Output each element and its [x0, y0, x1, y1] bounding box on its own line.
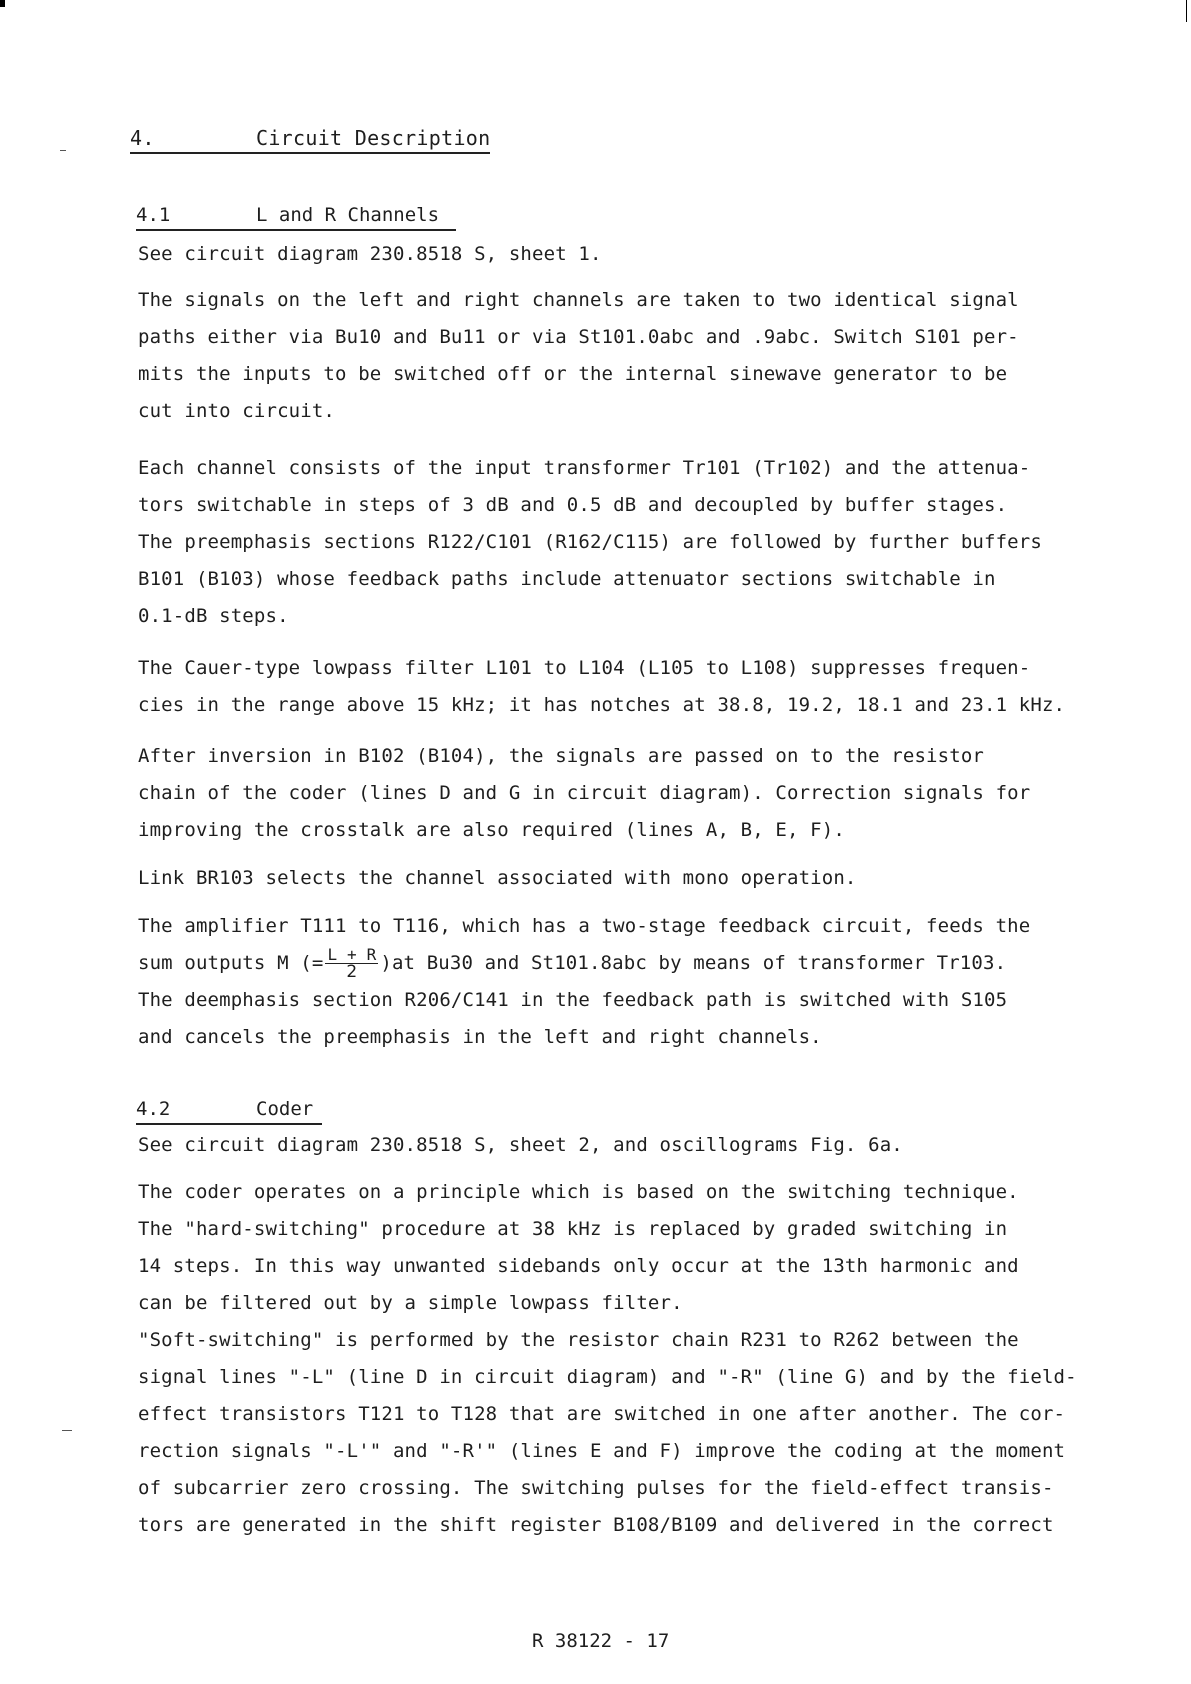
section-title: Circuit Description	[256, 126, 491, 150]
text-line: cut into circuit.	[138, 400, 336, 422]
text-line: and cancels the preemphasis in the left and right channels.	[138, 1026, 822, 1048]
subsection-heading-4-1	[136, 204, 439, 226]
page-footer: R 38122 - 17	[532, 1630, 670, 1652]
text-line: tors switchable in steps of 3 dB and 0.5 dB and decoupled by buffer stages.	[138, 494, 1008, 516]
heading-underline	[130, 152, 490, 154]
subsection-underline	[136, 229, 456, 231]
text-line: improving the crosstalk are also required (lines A, B, E, F).	[138, 819, 845, 841]
text-line: See circuit diagram 230.8518 S, sheet 2, and oscillograms Fig. 6a.	[138, 1134, 903, 1156]
text-line: Each channel consists of the input transformer Tr101 (Tr102) and the attenua-	[138, 457, 1031, 479]
text-line: of subcarrier zero crossing. The switching pulses for the field-effect transis-	[138, 1477, 1054, 1499]
text-line-sum-formula	[138, 947, 1006, 980]
text-line: can be filtered out by a simple lowpass filter.	[138, 1292, 683, 1314]
text-line: rection signals "-L'" and "-R'" (lines E and F) improve the coding at the moment	[138, 1440, 1066, 1462]
subsection-heading-4-2	[136, 1098, 313, 1120]
section-heading	[130, 126, 490, 150]
sum-text-before: sum outputs M (=	[138, 952, 324, 974]
text-line: "Soft-switching" is performed by the resistor chain R231 to R262 between the	[138, 1329, 1019, 1351]
text-line: See circuit diagram 230.8518 S, sheet 1.	[138, 243, 602, 265]
subsection-title: Coder	[256, 1098, 314, 1120]
subsection-underline	[136, 1123, 322, 1125]
text-line: The deemphasis section R206/C141 in the feedback path is switched with S105	[138, 989, 1008, 1011]
text-line: After inversion in B102 (B104), the signals are passed on to the resistor	[138, 745, 984, 767]
fraction-formula	[325, 947, 378, 980]
text-line: B101 (B103) whose feedback paths include attenuator sections switchable in	[138, 568, 996, 590]
text-line: paths either via Bu10 and Bu11 or via St101.0abc and .9abc. Switch S101 per-	[138, 326, 1019, 348]
subsection-number: 4.2	[136, 1098, 171, 1120]
text-line: chain of the coder (lines D and G in circuit diagram). Correction signals for	[138, 782, 1031, 804]
text-line: cies in the range above 15 kHz; it has notches at 38.8, 19.2, 18.1 and 23.1 kHz.	[138, 694, 1066, 716]
text-line: The coder operates on a principle which is based on the switching technique.	[138, 1181, 1019, 1203]
section-number: 4.	[130, 126, 155, 150]
text-line: 0.1-dB steps.	[138, 605, 289, 627]
text-line: Link BR103 selects the channel associated with mono operation.	[138, 867, 857, 889]
text-line: The preemphasis sections R122/C101 (R162/C115) are followed by further buffers	[138, 531, 1042, 553]
sum-text-after: )at Bu30 and St101.8abc by means of transformer Tr103.	[380, 952, 1007, 974]
scan-edge-mark	[1186, 0, 1187, 22]
text-line: effect transistors T121 to T128 that are switched in one after another. The cor-	[138, 1403, 1066, 1425]
text-line: The "hard-switching" procedure at 38 kHz is replaced by graded switching in	[138, 1218, 1008, 1240]
text-line: The Cauer-type lowpass filter L101 to L104 (L105 to L108) suppresses frequen-	[138, 657, 1031, 679]
subsection-number: 4.1	[136, 204, 171, 226]
scan-edge-mark	[0, 0, 5, 7]
fraction-numerator: L + R	[327, 945, 377, 964]
text-line: The signals on the left and right channels are taken to two identical signal	[138, 289, 1019, 311]
scan-speck	[60, 150, 66, 151]
text-line: tors are generated in the shift register B108/B109 and delivered in the correct	[138, 1514, 1054, 1536]
subsection-title: L and R Channels	[256, 204, 440, 226]
text-line: mits the inputs to be switched off or the internal sinewave generator to be	[138, 363, 1008, 385]
text-line: signal lines "-L" (line D in circuit diagram) and "-R" (line G) and by the field-	[138, 1366, 1077, 1388]
fraction-denominator: 2	[346, 962, 358, 982]
text-line: 14 steps. In this way unwanted sidebands only occur at the 13th harmonic and	[138, 1255, 1019, 1277]
text-line: The amplifier T111 to T116, which has a two-stage feedback circuit, feeds the	[138, 915, 1031, 937]
scan-speck	[62, 1430, 72, 1431]
